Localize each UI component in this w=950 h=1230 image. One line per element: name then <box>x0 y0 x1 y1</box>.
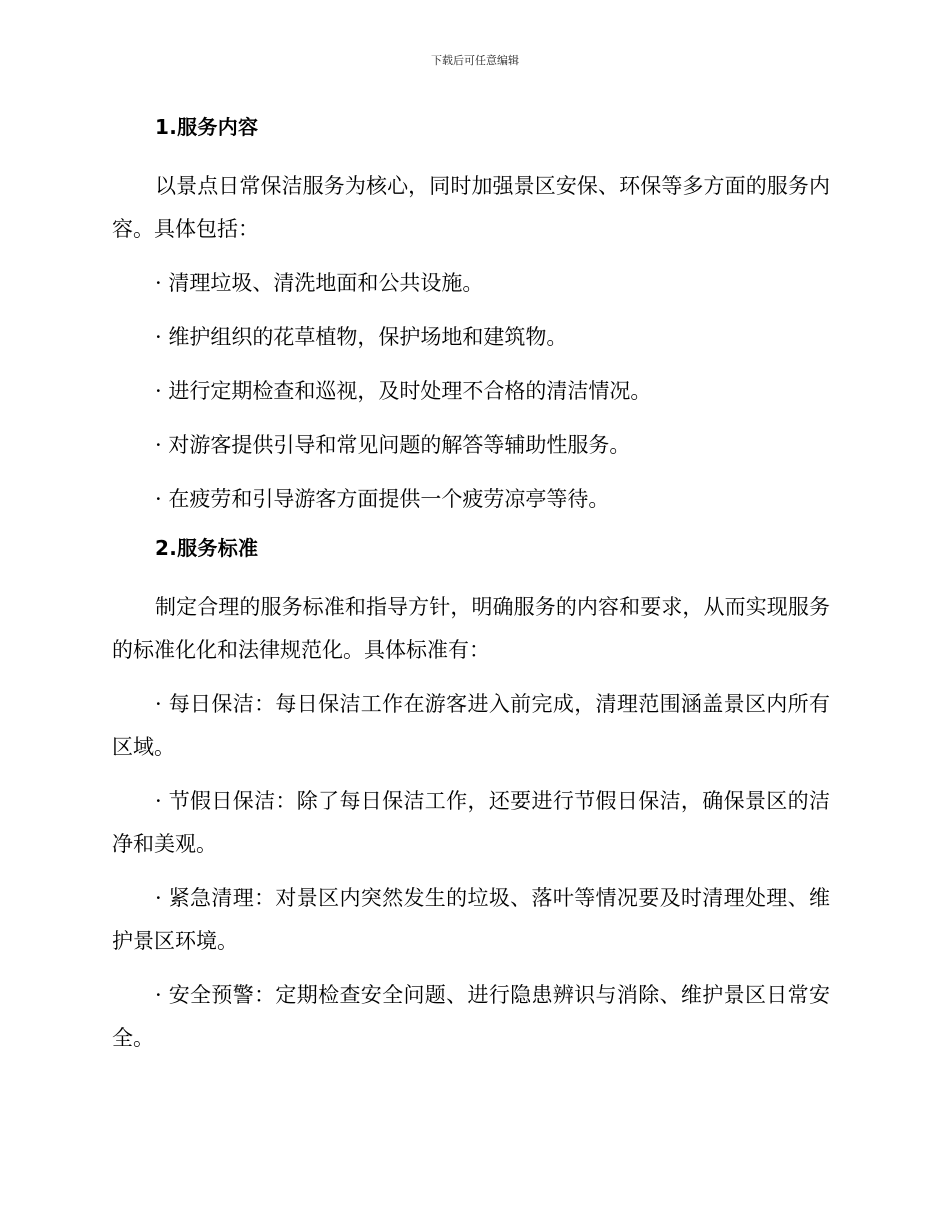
bullet-item: · 对游客提供引导和常见问题的解答等辅助性服务。 <box>155 433 631 457</box>
section-heading-service-standard: 2.服务标准 <box>155 536 259 560</box>
document-body <box>112 111 830 1071</box>
section-heading-service-content: 1.服务内容 <box>155 115 259 139</box>
bullet-item: · 清理垃圾、清洗地面和公共设施。 <box>155 271 484 295</box>
section-intro-paragraph: 以景点日常保洁服务为核心，同时加强景区安保、环保等多方面的服务内容。具体包括： <box>112 174 830 241</box>
bullet-item: · 紧急清理：对景区内突然发生的垃圾、落叶等情况要及时清理处理、维护景区环境。 <box>112 886 830 953</box>
page-header-note: 下载后可任意编辑 <box>431 54 519 67</box>
bullet-item: · 进行定期检查和巡视，及时处理不合格的清洁情况。 <box>155 379 652 403</box>
bullet-item: · 节假日保洁：除了每日保洁工作，还要进行节假日保洁，确保景区的洁净和美观。 <box>112 789 830 856</box>
bullet-item: · 在疲劳和引导游客方面提供一个疲劳凉亭等待。 <box>155 487 610 511</box>
section-intro-paragraph: 制定合理的服务标准和指导方针，明确服务的内容和要求，从而实现服务的标准化化和法律规范化。具体标准有： <box>112 595 830 662</box>
bullet-item: · 每日保洁：每日保洁工作在游客进入前完成，清理范围涵盖景区内所有区域。 <box>112 692 830 759</box>
bullet-item: · 安全预警：定期检查安全问题、进行隐患辨识与消除、维护景区日常安全。 <box>112 983 830 1050</box>
bullet-item: · 维护组织的花草植物，保护场地和建筑物。 <box>155 325 568 349</box>
